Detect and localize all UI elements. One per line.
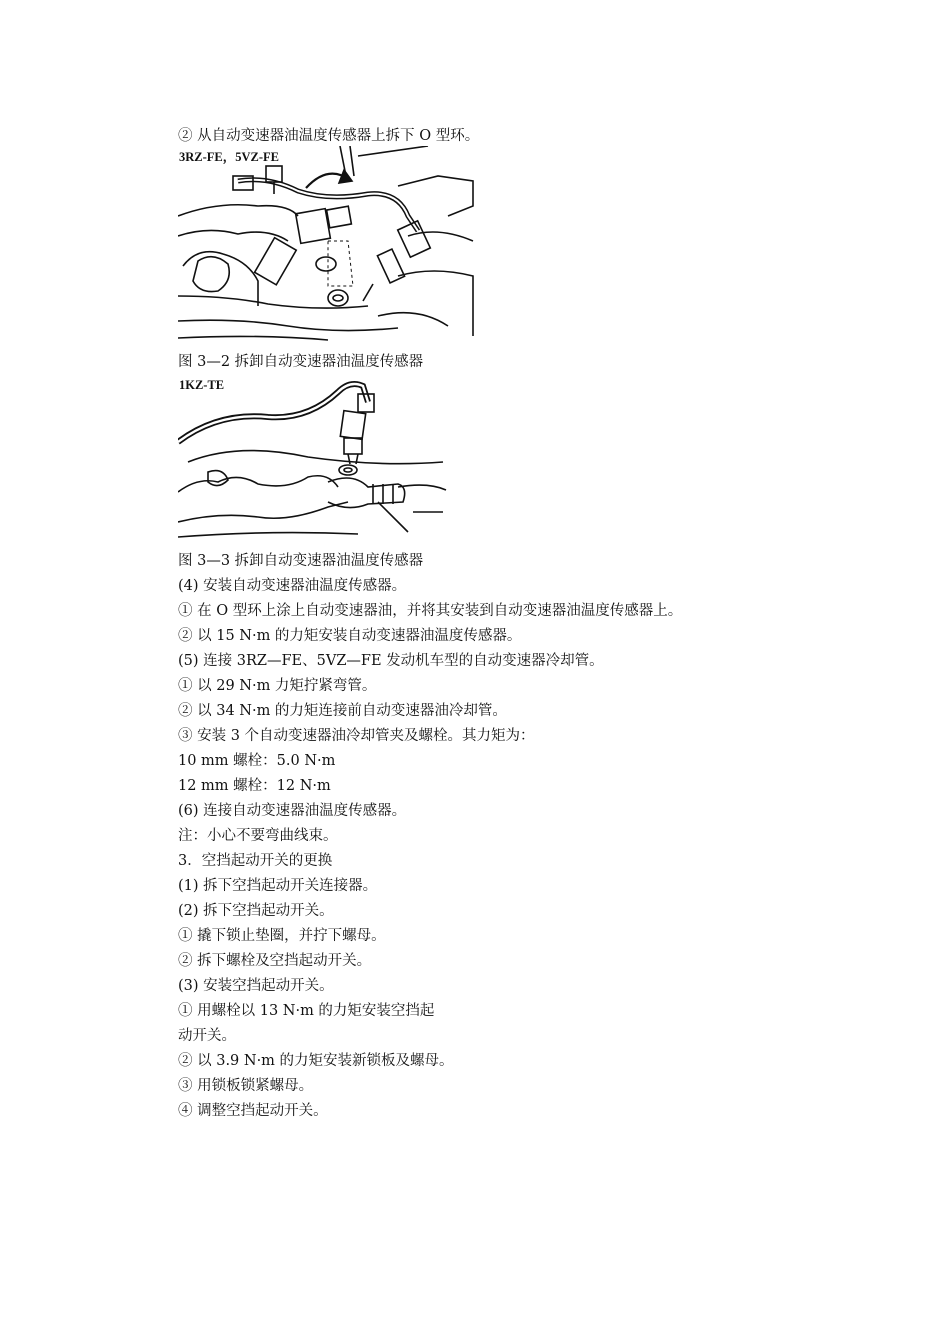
note-harness: 注：小心不要弯曲线束。 bbox=[178, 828, 338, 844]
torque-10mm: 10 mm 螺栓：5.0 N·m bbox=[178, 753, 336, 769]
step-bolt-switch-cont: 动开关。 bbox=[178, 1028, 236, 1044]
figure2-model-label: 1KZ-TE bbox=[179, 378, 225, 392]
step-lock-nut: ③ 用锁板锁紧螺母。 bbox=[178, 1078, 314, 1094]
step-remove-bolt: ② 拆下螺栓及空挡起动开关。 bbox=[178, 953, 372, 969]
step-adjust-switch: ④ 调整空挡起动开关。 bbox=[178, 1103, 328, 1119]
step-tighten-elbow: ① 以 29 N·m 力矩拧紧弯管。 bbox=[178, 678, 377, 694]
step-connect-cooling-pipe: (5) 连接 3RZ—FE、5VZ—FE 发动机车型的自动变速器冷却管。 bbox=[178, 653, 604, 669]
step-connect-front-pipe: ② 以 34 N·m 的力矩连接前自动变速器油冷却管。 bbox=[178, 703, 507, 719]
figure2-illustration bbox=[178, 372, 448, 542]
step-remove-connector: (1) 拆下空挡起动开关连接器。 bbox=[178, 878, 378, 894]
figure2-caption: 图 3—3 拆卸自动变速器油温度传感器 bbox=[178, 553, 424, 569]
step-install-lock-plate: ② 以 3.9 N·m 的力矩安装新锁板及螺母。 bbox=[178, 1053, 454, 1069]
step-apply-atf: ① 在 O 型环上涂上自动变速器油，并将其安装到自动变速器油温度传感器上。 bbox=[178, 603, 683, 619]
figure1-illustration bbox=[178, 146, 478, 342]
step-bolt-switch: ① 用螺栓以 13 N·m 的力矩安装空挡起 bbox=[178, 1003, 435, 1019]
engine-sensor-illustration-icon bbox=[178, 372, 448, 542]
step-remove-o-ring: ② 从自动变速器油温度传感器上拆下 O 型环。 bbox=[178, 128, 480, 144]
step-install-switch: (3) 安装空挡起动开关。 bbox=[178, 978, 334, 994]
torque-12mm: 12 mm 螺栓：12 N·m bbox=[178, 778, 331, 794]
figure1-model-label: 3RZ-FE，5VZ-FE bbox=[179, 150, 280, 164]
section-heading-neutral-switch: 3．空挡起动开关的更换 bbox=[178, 853, 333, 869]
step-install-sensor: (4) 安装自动变速器油温度传感器。 bbox=[178, 578, 407, 594]
step-install-clamps: ③ 安装 3 个自动变速器油冷却管夹及螺栓。其力矩为： bbox=[178, 728, 535, 744]
step-connect-sensor: (6) 连接自动变速器油温度传感器。 bbox=[178, 803, 407, 819]
figure1-caption: 图 3—2 拆卸自动变速器油温度传感器 bbox=[178, 354, 424, 370]
step-pry-washer: ① 撬下锁止垫圈，并拧下螺母。 bbox=[178, 928, 386, 944]
step-remove-switch: (2) 拆下空挡起动开关。 bbox=[178, 903, 334, 919]
step-torque-sensor: ② 以 15 N·m 的力矩安装自动变速器油温度传感器。 bbox=[178, 628, 522, 644]
engine-sensor-illustration-icon bbox=[178, 146, 478, 342]
